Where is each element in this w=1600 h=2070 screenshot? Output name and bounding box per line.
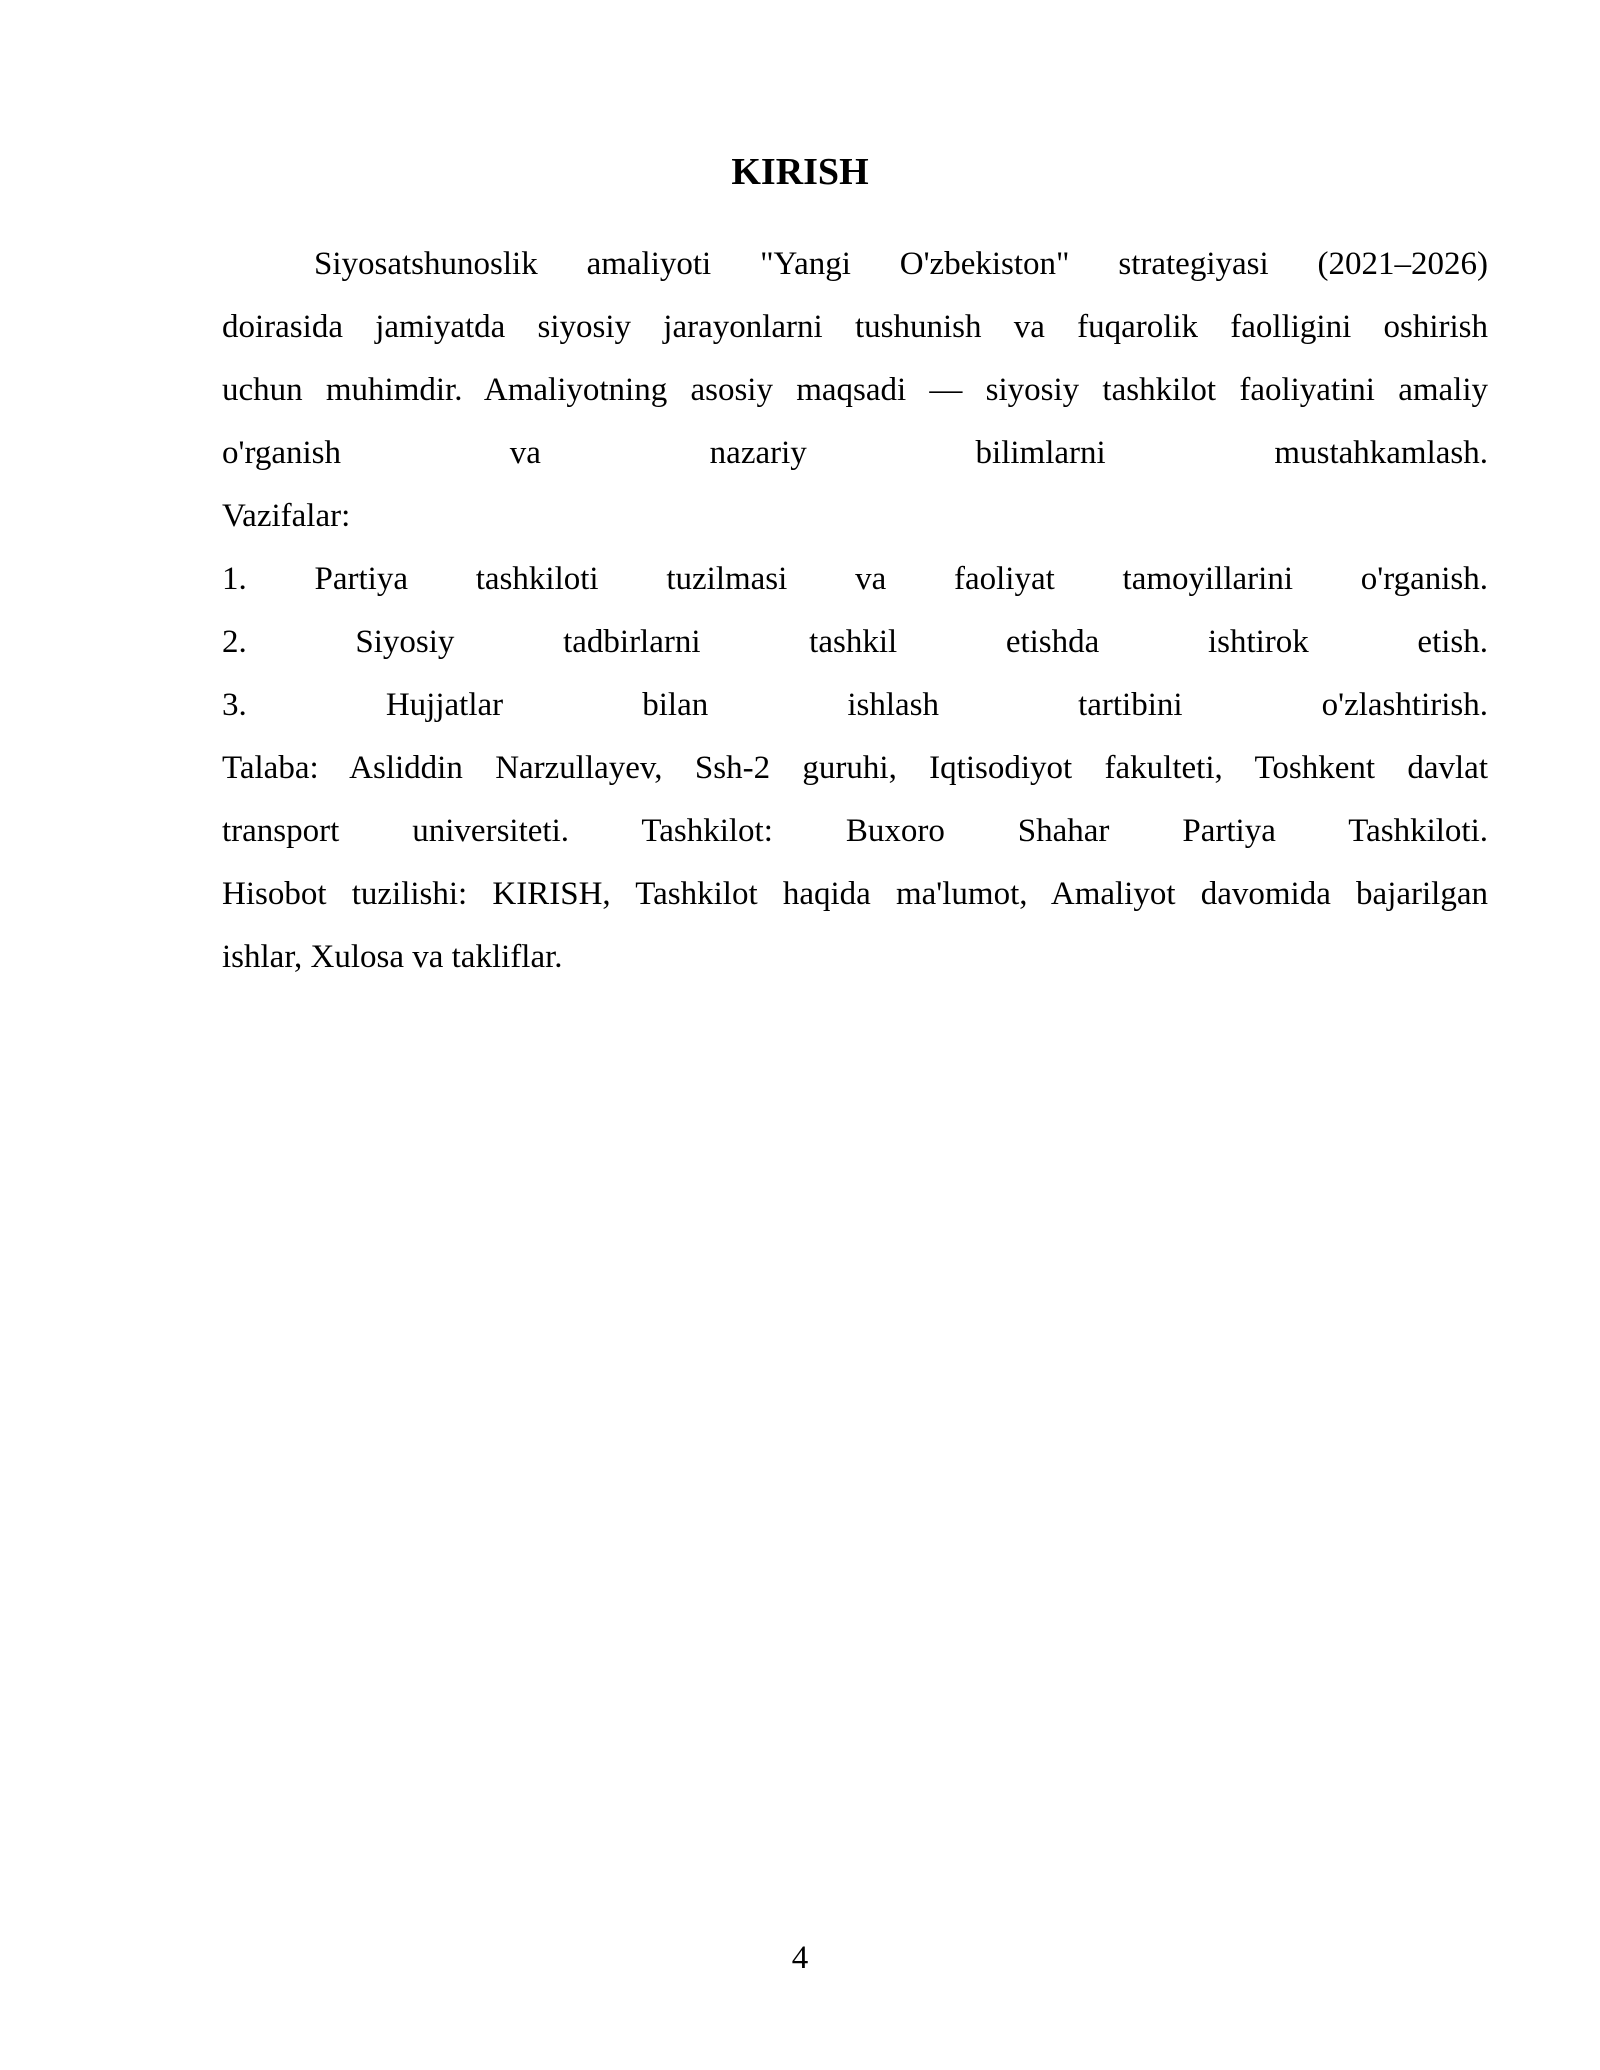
task-item: 2. Siyosiy tadbirlarni tashkil etishda ishtirok etish. — [222, 624, 1488, 660]
task-item: 3. Hujjatlar bilan ishlash tartibini o'zlashtirish. — [222, 687, 1488, 723]
text-line: doirasida jamiyatda siyosiy jarayonlarni tushunish va fuqarolik faolligini oshirish — [222, 309, 1488, 345]
page-number: 4 — [791, 1940, 809, 1976]
text-line: Vazifalar: — [222, 498, 351, 534]
text-line: Siyosatshunoslik amaliyoti "Yangi O'zbekiston" strategiyasi (2021–2026) — [314, 246, 1488, 282]
body-text — [222, 233, 1488, 989]
task-item: 1. Partiya tashkiloti tuzilmasi va faoliyat tamoyillarini o'rganish. — [222, 561, 1488, 597]
text-line: ishlar, Xulosa va takliflar. — [222, 939, 563, 975]
text-line: transport universiteti. Tashkilot: Buxoro Shahar Partiya Tashkiloti. — [222, 813, 1488, 849]
text-line: o'rganish va nazariy bilimlarni mustahkamlash. — [222, 435, 1488, 471]
text-line: uchun muhimdir. Amaliyotning asosiy maqsadi — siyosiy tashkilot faoliyatini amaliy — [222, 372, 1488, 408]
text-line: Talaba: Asliddin Narzullayev, Ssh-2 guruhi, Iqtisodiyot fakulteti, Toshkent davlat — [222, 750, 1488, 786]
text-line: Hisobot tuzilishi: KIRISH, Tashkilot haqida ma'lumot, Amaliyot davomida bajarilgan — [222, 876, 1488, 912]
section-title: KIRISH — [731, 151, 869, 193]
